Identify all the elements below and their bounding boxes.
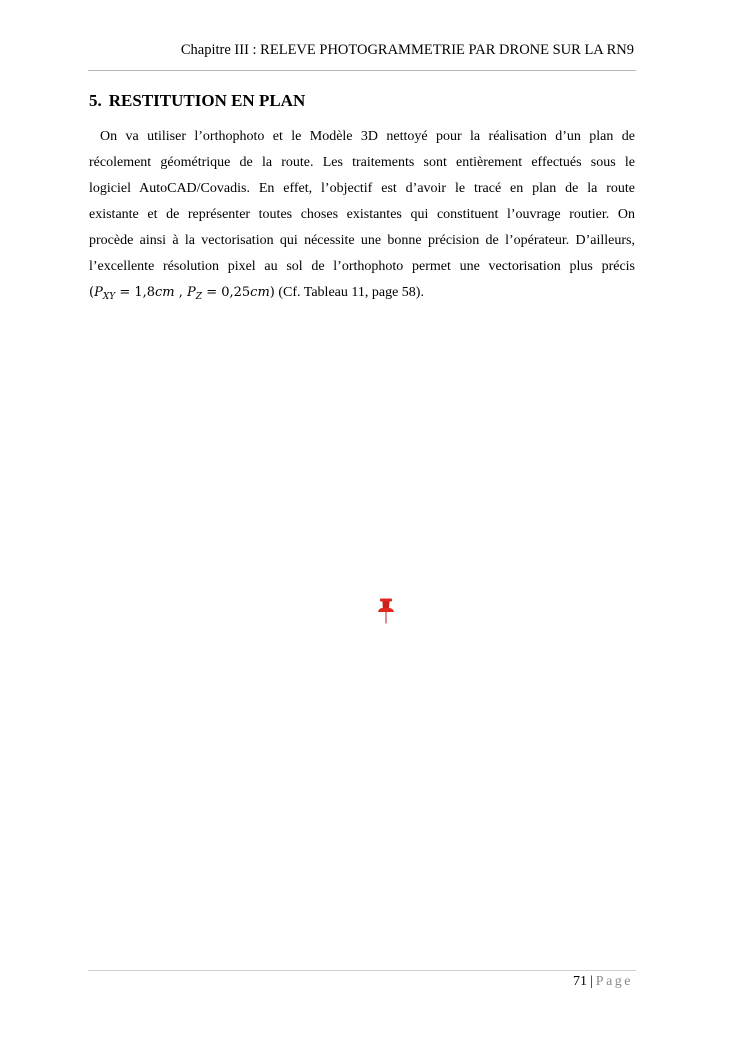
page-label: Page xyxy=(595,974,633,989)
paragraph-line: récolement géométrique de la route. Les traitements sont entièrement effectués sous le xyxy=(89,155,635,170)
precision-formula: ($P_{XY} = 1,8cm$ , $P_Z = 0,25cm$) xyxy=(89,285,275,302)
footer-separator: | xyxy=(589,974,593,989)
body-paragraph xyxy=(89,124,635,306)
table-reference: (Cf. Tableau 11, page 58). xyxy=(274,285,424,300)
paragraph-line-formula xyxy=(89,280,635,306)
section-number: 5. xyxy=(89,91,102,110)
section-heading xyxy=(89,90,305,112)
pushpin-body xyxy=(383,602,390,609)
paragraph-line: existante et de représenter toutes choses existantes qui constituent l’ouvrage routier. On xyxy=(89,207,635,222)
paragraph-line: l’excellente résolution pixel au sol de l’orthophoto permet une vectorisation plus précis xyxy=(89,259,635,274)
page-number: 71 xyxy=(572,974,587,989)
pushpin-base xyxy=(378,608,394,612)
running-header-title: Chapitre III : RELEVE PHOTOGRAMMETRIE PAR DRONE SUR LA RN9 xyxy=(180,42,634,58)
footer-rule xyxy=(88,970,636,971)
paragraph-line: On va utiliser l’orthophoto et le Modèle 3D nettoyé pour la réalisation d’un plan de xyxy=(100,129,635,144)
paragraph-line: procède ainsi à la vectorisation qui nécessite une bonne précision de l’opérateur. D’ailleurs, xyxy=(89,233,635,248)
section-title: RESTITUTION EN PLAN xyxy=(108,91,306,110)
header-rule xyxy=(88,70,636,71)
pushpin-icon[interactable] xyxy=(376,598,396,624)
page-footer xyxy=(88,972,633,992)
pushpin-head xyxy=(380,599,392,602)
paragraph-line: logiciel AutoCAD/Covadis. En effet, l’objectif est d’avoir le tracé en plan de la route xyxy=(89,181,635,196)
running-header xyxy=(88,40,634,60)
